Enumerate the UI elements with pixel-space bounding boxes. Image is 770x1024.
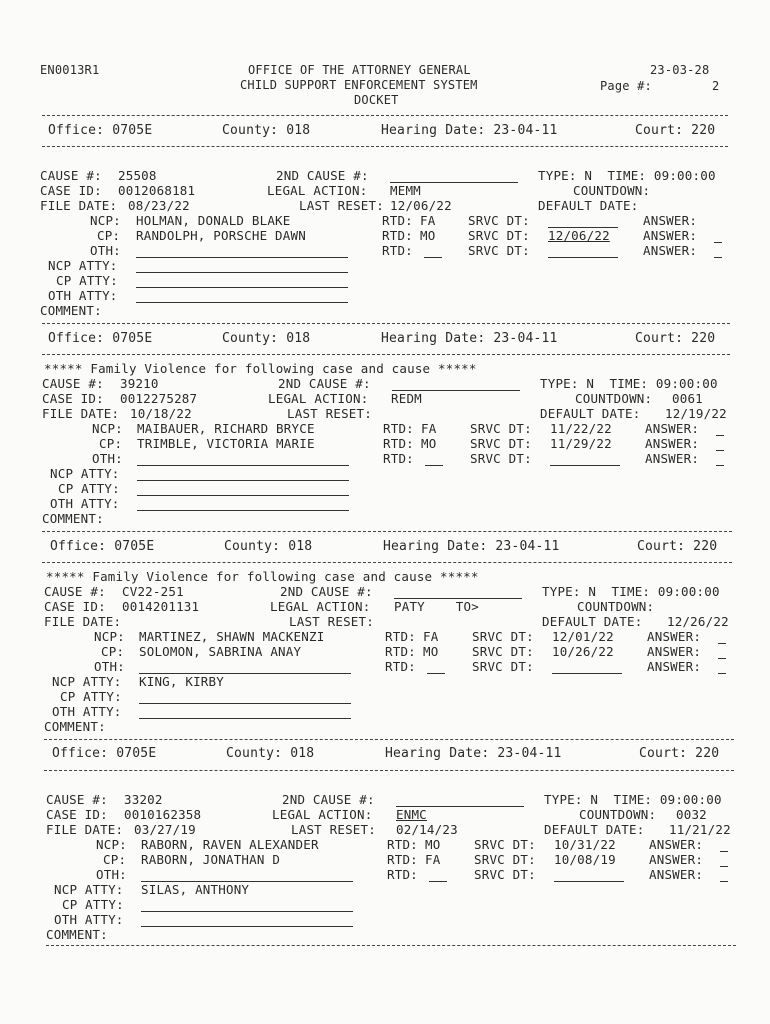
ncp-label: NCP: (94, 629, 125, 644)
blank-line (427, 673, 445, 674)
oth-label: OTH: (90, 243, 121, 258)
countdown-label: COUNTDOWN: (579, 807, 657, 822)
page-label: Page #: (600, 79, 652, 93)
ncp-atty-label: NCP ATTY: (54, 882, 124, 897)
blank-line (141, 911, 353, 912)
legal-action-label: LEGAL ACTION: (268, 391, 369, 406)
answer-label: ANSWER: (645, 451, 700, 466)
answer-label: ANSWER: (647, 659, 702, 674)
blank-line (552, 673, 622, 674)
file-date-label: FILE DATE: (44, 614, 122, 629)
case-id: 0010162358 (124, 807, 202, 822)
rtd-value: FA (420, 213, 436, 228)
legal-action-label: LEGAL ACTION: (267, 183, 368, 198)
oth-atty-label: OTH ATTY: (52, 704, 122, 719)
blank-line (137, 510, 349, 511)
blank-line (136, 257, 348, 258)
blank-line (718, 643, 726, 644)
srvc-dt-label: SRVC DT: (470, 421, 532, 436)
rtd-label: RTD: (387, 852, 418, 867)
srvc-dt-value: 10/26/22 (552, 644, 614, 659)
file-date-label: FILE DATE: (40, 198, 118, 213)
cause-number: 25508 (118, 168, 157, 183)
oth-label: OTH: (92, 451, 123, 466)
case-id: 0014201131 (122, 599, 200, 614)
comment-label: COMMENT: (46, 927, 108, 942)
legal-action-label: LEGAL ACTION: (272, 807, 373, 822)
legal-action: ENMC (396, 807, 427, 822)
rtd-label: RTD: (387, 837, 418, 852)
divider (42, 562, 732, 563)
county-code: County: 018 (222, 331, 311, 346)
answer-label: ANSWER: (647, 644, 702, 659)
answer-label: ANSWER: (643, 213, 698, 228)
county-code: County: 018 (224, 539, 313, 554)
srvc-dt-value: 12/06/22 (548, 228, 610, 243)
blank-line (554, 881, 624, 882)
rtd-label: RTD: (382, 243, 413, 258)
blank-line (137, 495, 349, 496)
cp-label: CP: (97, 228, 121, 243)
oth-atty-label: OTH ATTY: (50, 496, 120, 511)
cause-number: 39210 (120, 376, 159, 391)
cp-label: CP: (103, 852, 127, 867)
ncp-name: MAIBAUER, RICHARD BRYCE (137, 421, 315, 436)
default-date-label: DEFAULT DATE: (544, 822, 645, 837)
divider (44, 739, 734, 740)
blank-line (137, 480, 349, 481)
countdown-value: 0061 (672, 391, 703, 406)
blank-line (424, 257, 442, 258)
rtd-value: FA (425, 852, 441, 867)
hearing-date: Hearing Date: 23-04-11 (381, 331, 558, 346)
oth-label: OTH: (94, 659, 125, 674)
file-date-label: FILE DATE: (46, 822, 124, 837)
default-date-value: 12/19/22 (665, 406, 727, 421)
srvc-dt-label: SRVC DT: (470, 436, 532, 451)
answer-label: ANSWER: (649, 837, 704, 852)
answer-label: ANSWER: (643, 228, 698, 243)
blank-line (718, 658, 726, 659)
second-cause-label: 2ND CAUSE #: (282, 792, 375, 807)
case-id-label: CASE ID: (42, 391, 104, 406)
srvc-dt-label: SRVC DT: (474, 852, 536, 867)
county-code: County: 018 (222, 123, 311, 138)
countdown-value: 0032 (676, 807, 707, 822)
case-id: 0012068181 (118, 183, 196, 198)
srvc-dt-value: 11/22/22 (550, 421, 612, 436)
srvc-dt-label: SRVC DT: (468, 213, 530, 228)
blank-line (718, 673, 726, 674)
blank-line (429, 881, 447, 882)
rtd-label: RTD: (387, 867, 418, 882)
cp-name: TRIMBLE, VICTORIA MARIE (137, 436, 315, 451)
legal-action: PATY TO> (394, 599, 479, 614)
srvc-dt-label: SRVC DT: (472, 644, 534, 659)
rtd-value: MO (421, 436, 437, 451)
rtd-label: RTD: (382, 213, 413, 228)
ncp-name: HOLMAN, DONALD BLAKE (136, 213, 291, 228)
cause-label: CAUSE #: (40, 168, 102, 183)
srvc-dt-value: 11/29/22 (550, 436, 612, 451)
srvc-dt-label: SRVC DT: (470, 451, 532, 466)
court-number: Court: 220 (635, 123, 716, 138)
answer-label: ANSWER: (645, 421, 700, 436)
cp-atty-label: CP ATTY: (56, 273, 118, 288)
divider (42, 115, 728, 116)
srvc-dt-label: SRVC DT: (472, 629, 534, 644)
blank-line (137, 465, 349, 466)
oth-atty-label: OTH ATTY: (54, 912, 124, 927)
cp-name: RANDOLPH, PORSCHE DAWN (136, 228, 306, 243)
case-id-label: CASE ID: (44, 599, 106, 614)
ncp-atty-name: SILAS, ANTHONY (141, 882, 250, 897)
divider (46, 945, 736, 946)
court-number: Court: 220 (637, 539, 718, 554)
oth-atty-label: OTH ATTY: (48, 288, 118, 303)
answer-label: ANSWER: (647, 629, 702, 644)
answer-label: ANSWER: (645, 436, 700, 451)
rtd-label: RTD: (382, 228, 413, 243)
default-date-value: 11/21/22 (669, 822, 731, 837)
rtd-value: FA (423, 629, 439, 644)
type-time: TYPE: N TIME: 09:00:00 (540, 376, 718, 391)
blank-line (716, 450, 724, 451)
ncp-label: NCP: (92, 421, 123, 436)
cp-label: CP: (101, 644, 125, 659)
last-reset-label: LAST RESET: (299, 198, 384, 213)
file-date: 03/27/19 (134, 822, 196, 837)
ncp-atty-name: KING, KIRBY (139, 674, 224, 689)
rtd-label: RTD: (385, 659, 416, 674)
divider (42, 354, 730, 355)
ncp-label: NCP: (96, 837, 127, 852)
family-violence-note: ***** Family Violence for following case and cause ***** (46, 569, 479, 584)
type-time: TYPE: N TIME: 09:00:00 (542, 584, 720, 599)
legal-action: MEMM (390, 183, 421, 198)
cp-atty-label: CP ATTY: (62, 897, 124, 912)
blank-line (139, 703, 351, 704)
cause-number: CV22-251 (122, 584, 184, 599)
case-id-label: CASE ID: (40, 183, 102, 198)
cp-atty-label: CP ATTY: (58, 481, 120, 496)
cp-name: SOLOMON, SABRINA ANAY (139, 644, 302, 659)
cause-number: 33202 (124, 792, 163, 807)
legal-action: REDM (391, 391, 422, 406)
rtd-value: MO (420, 228, 436, 243)
cp-name: RABORN, JONATHAN D (141, 852, 281, 867)
court-number: Court: 220 (639, 746, 720, 761)
blank-line (720, 881, 728, 882)
divider (42, 531, 732, 532)
blank-line (136, 302, 348, 303)
countdown-label: COUNTDOWN: (577, 599, 655, 614)
type-time: TYPE: N TIME: 09:00:00 (544, 792, 722, 807)
blank-line (548, 257, 618, 258)
blank-line (425, 465, 443, 466)
second-cause-label: 2ND CAUSE #: (276, 168, 369, 183)
case-id: 0012275287 (120, 391, 198, 406)
report-date: 23-03-28 (650, 63, 710, 77)
second-cause-label: 2ND CAUSE #: (280, 584, 373, 599)
blank-line (714, 257, 722, 258)
divider (42, 146, 728, 147)
srvc-dt-label: SRVC DT: (474, 867, 536, 882)
rtd-label: RTD: (385, 644, 416, 659)
blank-line (141, 926, 353, 927)
hearing-date: Hearing Date: 23-04-11 (385, 746, 562, 761)
countdown-label: COUNTDOWN: (575, 391, 653, 406)
rtd-value: MO (423, 644, 439, 659)
header-line-3: DOCKET (354, 93, 399, 107)
blank-line (136, 287, 348, 288)
comment-label: COMMENT: (40, 303, 102, 318)
default-date-label: DEFAULT DATE: (540, 406, 641, 421)
header-line-2: CHILD SUPPORT ENFORCEMENT SYSTEM (240, 78, 478, 92)
ncp-atty-label: NCP ATTY: (50, 466, 120, 481)
legal-action-label: LEGAL ACTION: (270, 599, 371, 614)
blank-line (720, 851, 728, 852)
cause-label: CAUSE #: (42, 376, 104, 391)
blank-line (550, 465, 620, 466)
comment-label: COMMENT: (42, 511, 104, 526)
case-id-label: CASE ID: (46, 807, 108, 822)
blank-line (714, 242, 722, 243)
file-date: 10/18/22 (130, 406, 192, 421)
rtd-value: MO (425, 837, 441, 852)
page-number: 2 (712, 79, 720, 93)
blank-line (716, 465, 724, 466)
last-reset: 02/14/23 (396, 822, 458, 837)
last-reset-label: LAST RESET: (287, 406, 372, 421)
hearing-date: Hearing Date: 23-04-11 (381, 123, 558, 138)
last-reset-label: LAST RESET: (291, 822, 376, 837)
answer-label: ANSWER: (649, 867, 704, 882)
divider (44, 770, 734, 771)
type-time: TYPE: N TIME: 09:00:00 (538, 168, 716, 183)
second-cause-label: 2ND CAUSE #: (278, 376, 371, 391)
county-code: County: 018 (226, 746, 315, 761)
file-date: 08/23/22 (128, 198, 190, 213)
blank-line (720, 866, 728, 867)
office-code: Office: 0705E (48, 123, 153, 138)
court-number: Court: 220 (635, 331, 716, 346)
hearing-date: Hearing Date: 23-04-11 (383, 539, 560, 554)
cause-label: CAUSE #: (46, 792, 108, 807)
answer-label: ANSWER: (643, 243, 698, 258)
blank-line (716, 435, 724, 436)
oth-label: OTH: (96, 867, 127, 882)
srvc-dt-label: SRVC DT: (474, 837, 536, 852)
default-date-label: DEFAULT DATE: (538, 198, 639, 213)
office-code: Office: 0705E (50, 539, 155, 554)
default-date-label: DEFAULT DATE: (542, 614, 643, 629)
file-date-label: FILE DATE: (42, 406, 120, 421)
rtd-label: RTD: (383, 451, 414, 466)
last-reset: 12/06/22 (390, 198, 452, 213)
divider (42, 323, 730, 324)
last-reset-label: LAST RESET: (289, 614, 374, 629)
answer-label: ANSWER: (649, 852, 704, 867)
rtd-label: RTD: (383, 436, 414, 451)
srvc-dt-label: SRVC DT: (468, 228, 530, 243)
cp-atty-label: CP ATTY: (60, 689, 122, 704)
comment-label: COMMENT: (44, 719, 106, 734)
ncp-name: RABORN, RAVEN ALEXANDER (141, 837, 319, 852)
srvc-dt-label: SRVC DT: (468, 243, 530, 258)
office-code: Office: 0705E (52, 746, 157, 761)
cp-label: CP: (99, 436, 123, 451)
rtd-value: FA (421, 421, 437, 436)
ncp-label: NCP: (90, 213, 121, 228)
blank-line (136, 272, 348, 273)
srvc-dt-label: SRVC DT: (472, 659, 534, 674)
office-code: Office: 0705E (48, 331, 153, 346)
countdown-label: COUNTDOWN: (573, 183, 651, 198)
rtd-label: RTD: (385, 629, 416, 644)
report-id: EN0013R1 (40, 63, 100, 77)
cause-label: CAUSE #: (44, 584, 106, 599)
header-line-1: OFFICE OF THE ATTORNEY GENERAL (248, 63, 471, 77)
srvc-dt-value: 10/08/19 (554, 852, 616, 867)
default-date-value: 12/26/22 (667, 614, 729, 629)
srvc-dt-value: 10/31/22 (554, 837, 616, 852)
ncp-name: MARTINEZ, SHAWN MACKENZI (139, 629, 325, 644)
ncp-atty-label: NCP ATTY: (52, 674, 122, 689)
family-violence-note: ***** Family Violence for following case and cause ***** (44, 361, 477, 376)
srvc-dt-value: 12/01/22 (552, 629, 614, 644)
ncp-atty-label: NCP ATTY: (48, 258, 118, 273)
blank-line (139, 718, 351, 719)
rtd-label: RTD: (383, 421, 414, 436)
